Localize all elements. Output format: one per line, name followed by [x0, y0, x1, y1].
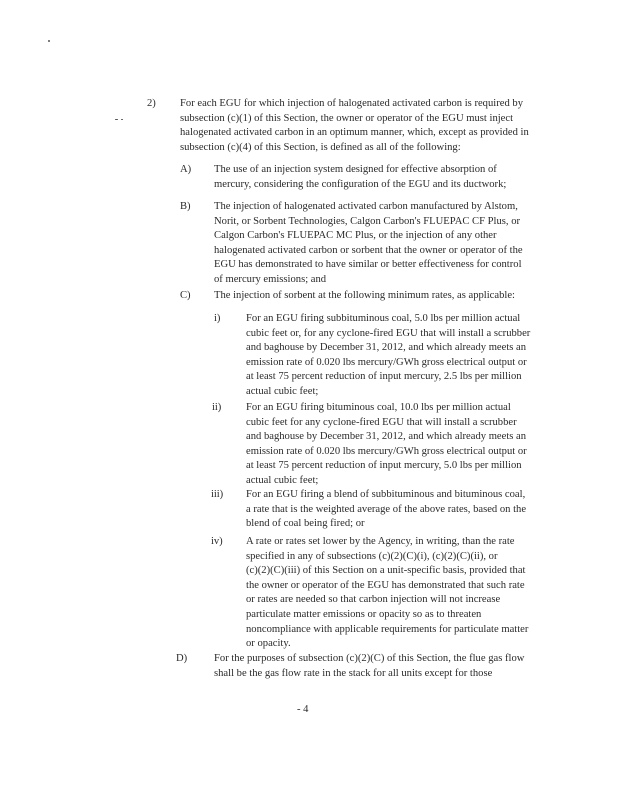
text-line: The use of an injection system designed for effective absorption of	[214, 164, 497, 175]
text-line: For the purposes of subsection (c)(2)(C) of this Section, the flue gas flow	[214, 653, 525, 664]
item-a-text	[214, 163, 506, 192]
text-line: For an EGU firing a blend of subbituminous and bituminous coal,	[246, 489, 526, 500]
text-line: subsection (c)(4) of this Section, is defined as all of the following:	[180, 141, 461, 153]
item-a-label: A)	[180, 164, 192, 175]
text-line: noncompliance with applicable requirements for particulate matter	[246, 623, 529, 635]
item-c-text	[214, 289, 515, 304]
item-2-text	[180, 97, 529, 155]
item-d-text	[214, 652, 524, 681]
item-c-iii-label: iii)	[211, 489, 224, 500]
item-c-iv-label: iv)	[211, 536, 223, 547]
text-line: at least 75 percent reduction of input mercury, 5.0 lbs per million	[246, 460, 522, 472]
item-c-i-label: i)	[214, 313, 221, 324]
text-line: mercury, considering the configuration of the EGU and its ductwork;	[214, 178, 507, 190]
text-line: of mercury emissions; and	[214, 273, 327, 285]
text-line: and baghouse by December 31, 2012, and which already meets an	[246, 431, 527, 443]
scan-speck	[121, 119, 123, 120]
text-line: For an EGU firing subbituminous coal, 5.0 lbs per million actual	[246, 313, 521, 324]
text-line: actual cubic feet;	[246, 474, 319, 486]
text-line: shall be the gas flow rate in the stack for all units except for those	[214, 667, 493, 679]
text-line: Calgon Carbon's FLUEPAC MC Plus, or the injection of any other	[214, 230, 497, 242]
item-c-ii-label: ii)	[212, 402, 222, 413]
text-line: For an EGU firing bituminous coal, 10.0 lbs per million actual	[246, 402, 511, 413]
item-b-text	[214, 200, 523, 288]
text-line: particulate matter emissions or opacity so as to threaten	[246, 608, 482, 620]
text-line: subsection (c)(1) of this Section, the owner or operator of the EGU must inject	[180, 112, 514, 124]
item-c-i-text	[246, 312, 530, 400]
text-line: EGU has demonstrated to have similar or better effectiveness for control	[214, 259, 522, 271]
text-line: a rate that is the weighted average of the above rates, based on the	[246, 503, 527, 515]
item-2-label: 2)	[147, 98, 156, 109]
page-number: - 4	[297, 704, 309, 715]
text-line: actual cubic feet;	[246, 385, 319, 397]
item-d-label: D)	[176, 653, 188, 664]
scan-speck	[48, 40, 50, 42]
text-line: The injection of sorbent at the following minimum rates, as applicable:	[214, 290, 515, 301]
text-line: Norit, or Sorbent Technologies, Calgon Carbon's FLUEPAC CF Plus, or	[214, 215, 521, 227]
item-c-iv-text	[246, 535, 528, 652]
text-line: at least 75 percent reduction of input mercury, 2.5 lbs per million	[246, 371, 522, 383]
text-line: blend of coal being fired; or	[246, 518, 365, 530]
text-line: (c)(2)(C)(iii) of this Section on a unit-specific basis, provided that	[246, 565, 526, 577]
text-line: and baghouse by December 31, 2012, and which already meets an	[246, 342, 527, 354]
text-line: or rates are needed so that carbon injection will not increase	[246, 594, 501, 606]
item-c-ii-text	[246, 401, 527, 489]
text-line: The injection of halogenated activated carbon manufactured by Alstom,	[214, 201, 518, 212]
text-line: emission rate of 0.020 lbs mercury/GWh gross electrical output or	[246, 356, 527, 368]
text-line: For each EGU for which injection of halogenated activated carbon is required by	[180, 98, 523, 109]
item-c-iii-text	[246, 488, 526, 532]
text-line: or opacity.	[246, 638, 291, 650]
text-line: emission rate of 0.020 lbs mercury/GWh gross electrical output or	[246, 445, 527, 457]
text-line: halogenated activated carbon in an optimum manner, which, except as provided in	[180, 127, 529, 139]
scan-speck	[115, 119, 118, 120]
text-line: halogenated activated carbon or sorbent that the owner or operator of the	[214, 244, 523, 256]
text-line: the owner or operator of the EGU has demonstrated that such rate	[246, 579, 525, 591]
item-b-label: B)	[180, 201, 191, 212]
text-line: A rate or rates set lower by the Agency, in writing, than the rate	[246, 536, 515, 547]
item-c-label: C)	[180, 290, 191, 301]
text-line: cubic feet or, for any cyclone-fired EGU that will install a scrubber	[246, 327, 531, 339]
text-line: cubic feet for any cyclone-fired EGU that will install a scrubber	[246, 416, 517, 428]
text-line: specified in any of subsections (c)(2)(C)(i), (c)(2)(C)(ii), or	[246, 550, 498, 562]
